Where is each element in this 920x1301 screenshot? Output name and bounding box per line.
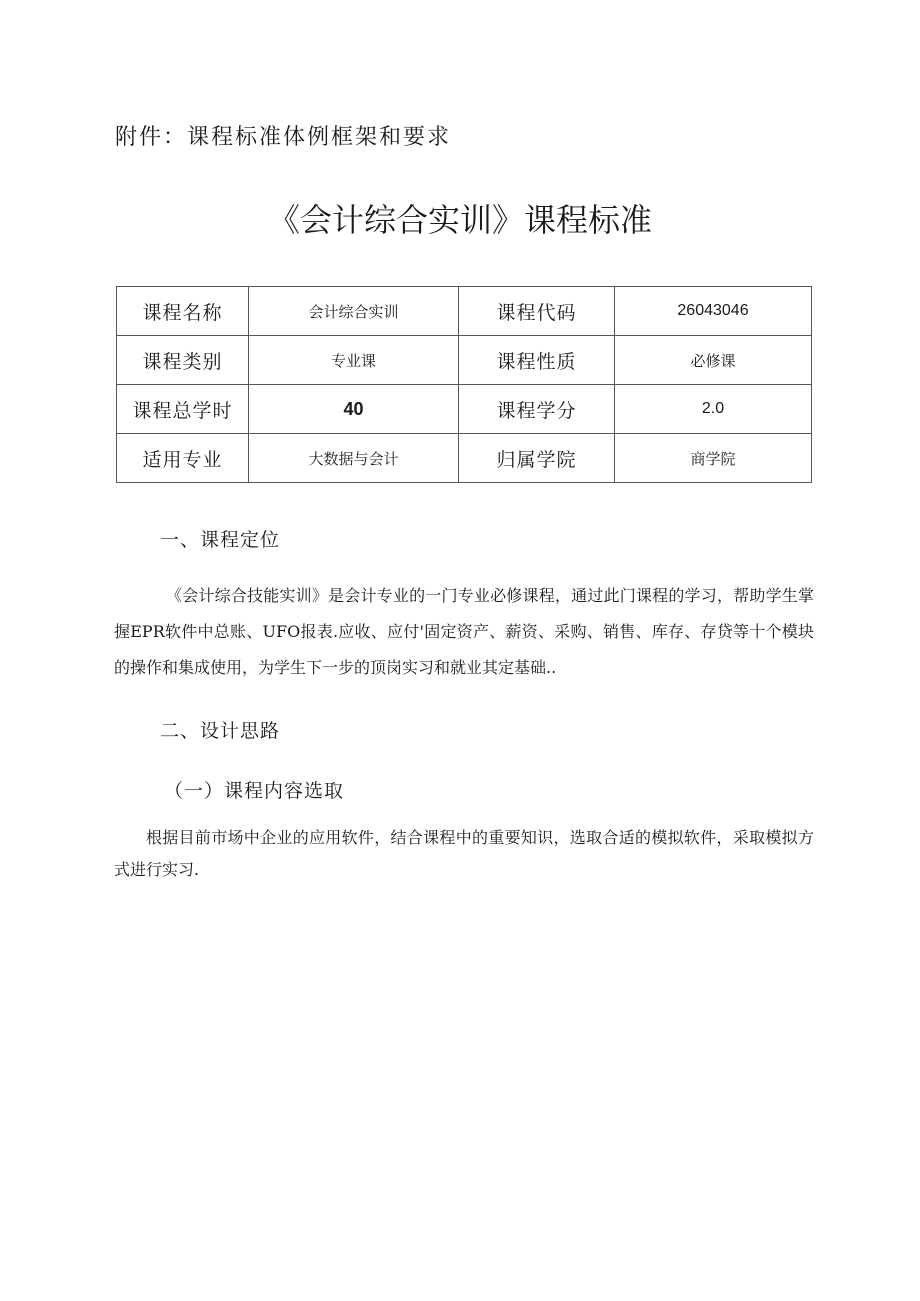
- table-row: [117, 385, 812, 434]
- course-nature-label: 课程性质: [459, 336, 615, 385]
- table-row: [117, 287, 812, 336]
- course-category-label: 课程类别: [117, 336, 249, 385]
- attachment-title: 附件：课程标准体例框架和要求: [115, 125, 452, 150]
- table-row: [117, 336, 812, 385]
- college-value: 商学院: [615, 434, 812, 483]
- content-selection-paragraph: 根据目前市场中企业的应用软件，结合课程中的重要知识，选取合适的模拟软件，采取模拟方式进行实习.: [114, 828, 814, 879]
- subsection-heading-content-selection: （一）课程内容选取: [164, 780, 345, 802]
- section-heading-positioning: 一、课程定位: [160, 529, 281, 551]
- credits-value: 2.0: [615, 385, 812, 434]
- applicable-major-label: 适用专业: [117, 434, 249, 483]
- course-code-label: 课程代码: [459, 287, 615, 336]
- applicable-major-value: 大数据与会计: [249, 434, 459, 483]
- college-label: 归属学院: [459, 434, 615, 483]
- document-title: 《会计综合实训》课程标准: [267, 201, 652, 239]
- course-nature-value: 必修课: [615, 336, 812, 385]
- section-heading-design: 二、设计思路: [160, 720, 281, 742]
- total-hours-label: 课程总学时: [117, 385, 249, 434]
- course-info-table: [116, 286, 812, 483]
- course-code-value: 26043046: [615, 287, 812, 336]
- course-name-value: 会计综合实训: [249, 287, 459, 336]
- credits-label: 课程学分: [459, 385, 615, 434]
- course-category-value: 专业课: [249, 336, 459, 385]
- course-name-label: 课程名称: [117, 287, 249, 336]
- positioning-paragraph: 《会计综合技能实训》是会计专业的一门专业必修课程，通过此门课程的学习，帮助学生掌握EPR软件中总账、UFO报表.应收、应付'固定资产、薪资、采购、销售、库存、存贷等十个模块的操作和集成使用，为学生下一步的顶岗实习和就业其定基础..: [114, 586, 814, 677]
- total-hours-value: 40: [249, 385, 459, 434]
- table-row: [117, 434, 812, 483]
